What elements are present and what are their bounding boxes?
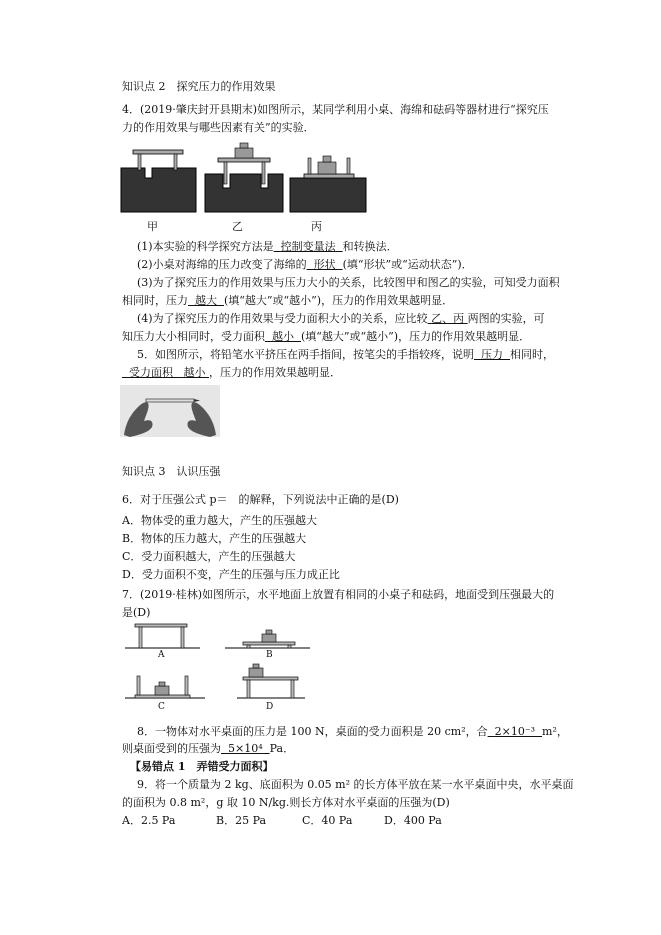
q7-line-2: 是(D) — [122, 606, 151, 619]
q4-part-2: (2)小桌对海绵的压力改变了海绵的 形状 (填“形状”或“运动状态”)． — [137, 258, 473, 271]
caption-yi: 乙 — [232, 220, 243, 233]
figure-label-b: B — [266, 650, 273, 660]
q9-line-2: 的面积为 0.8 m²，g 取 10 N/kg.则长方体对水平桌面的压强为(D) — [122, 796, 450, 809]
q6-option-a: A．物体受的重力越大，产生的压强越大 — [122, 514, 317, 527]
answer-blank: 2×10⁻³ — [494, 725, 536, 738]
answer-blank: 越小 — [272, 330, 294, 343]
q9-line-1: 9．将一个质量为 2 kg、底面积为 0.05 m² 的长方体平放在某一水平桌面中央，水平桌面 — [137, 778, 574, 791]
q9-option-d: D．400 Pa — [384, 814, 442, 827]
q6-stem: 6．对于压强公式 p＝ 的解释，下列说法中正确的是(D) — [122, 493, 399, 506]
q4-part-3-line-2: 相同时，压力 越大 (填“越大”或“越小”)，压力的作用效果越明显． — [122, 294, 454, 307]
section-2-heading: 知识点 2 探究压力的作用效果 — [122, 80, 276, 93]
answer-blank: 越小 — [183, 366, 206, 379]
figure-label-c: C — [158, 702, 165, 712]
q6-option-c: C．受力面积越大，产生的压强越大 — [122, 550, 296, 563]
table-weights-figure — [125, 620, 325, 715]
q6-option-d: D．受力面积不变，产生的压强与压力成正比 — [122, 568, 340, 581]
figure-label-d: D — [266, 702, 274, 712]
q5-line-2: 受力面积 越小 ，压力的作用效果越明显． — [122, 366, 341, 380]
answer-blank: 越大 — [195, 294, 217, 307]
answer-blank: 形状 — [313, 258, 336, 271]
q5-line-1: 5．如图所示，将铅笔水平挤压在两手指间，按笔尖的手指较疼，说明 压力 相同时， — [137, 348, 554, 361]
sponge-experiment-figure — [118, 140, 368, 215]
q8-line-2: 则桌面受到的压强为 5×10⁴ Pa． — [122, 742, 295, 755]
q4-part-3-line-1: (3)为了探究压力的作用效果与压力大小的关系，比较图甲和图乙的实验，可知受力面积 — [137, 276, 560, 289]
q4-line-1: 4．(2019·肇庆封开县期末)如图所示，某同学利用小桌、海绵和砝码等器材进行“探究压 — [122, 103, 549, 116]
q4-part-4-line-1: (4)为了探究压力的作用效果与受力面积大小的关系，应比较 乙、丙 两图的实验，可 — [137, 312, 545, 325]
q4-line-2: 力的作用效果与哪些因素有关”的实验． — [122, 121, 315, 134]
pencil-fingers-figure — [120, 385, 220, 437]
q4-part-1: (1)本实验的科学探究方法是 控制变量法 和转换法． — [137, 240, 398, 253]
caption-jia: 甲 — [147, 220, 158, 233]
caption-bing: 丙 — [311, 220, 322, 233]
q9-option-a: A．2.5 Pa — [122, 814, 176, 827]
q7-line-1: 7．(2019·桂林)如图所示，水平地面上放置有相同的小桌子和砝码，地面受到压强最大的 — [122, 588, 555, 601]
error-point-heading: 【易错点 1 弄错受力面积】 — [130, 760, 274, 773]
answer-blank: 乙、丙 — [431, 312, 465, 325]
q6-option-b: B．物体的压力越大，产生的压强越大 — [122, 532, 307, 545]
answer-blank: 受力面积 — [129, 366, 173, 379]
answer-blank: 控制变量法 — [280, 240, 336, 253]
answer-blank: 5×10⁴ — [228, 742, 263, 755]
q9-option-b: B．25 Pa — [216, 814, 267, 827]
figure-label-a: A — [158, 650, 165, 660]
answer-blank: 压力 — [481, 348, 503, 361]
q4-part-4-line-2: 知压力大小相同时，受力面积 越小 (填“越大”或“越小”)，压力的作用效果越明显． — [122, 330, 531, 343]
q9-option-c: C．40 Pa — [302, 814, 353, 827]
section-3-heading: 知识点 3 认识压强 — [122, 465, 221, 478]
q8-line-1: 8．一物体对水平桌面的压力是 100 N，桌面的受力面积是 20 cm²，合 2×10⁻³ m²， — [137, 725, 568, 738]
